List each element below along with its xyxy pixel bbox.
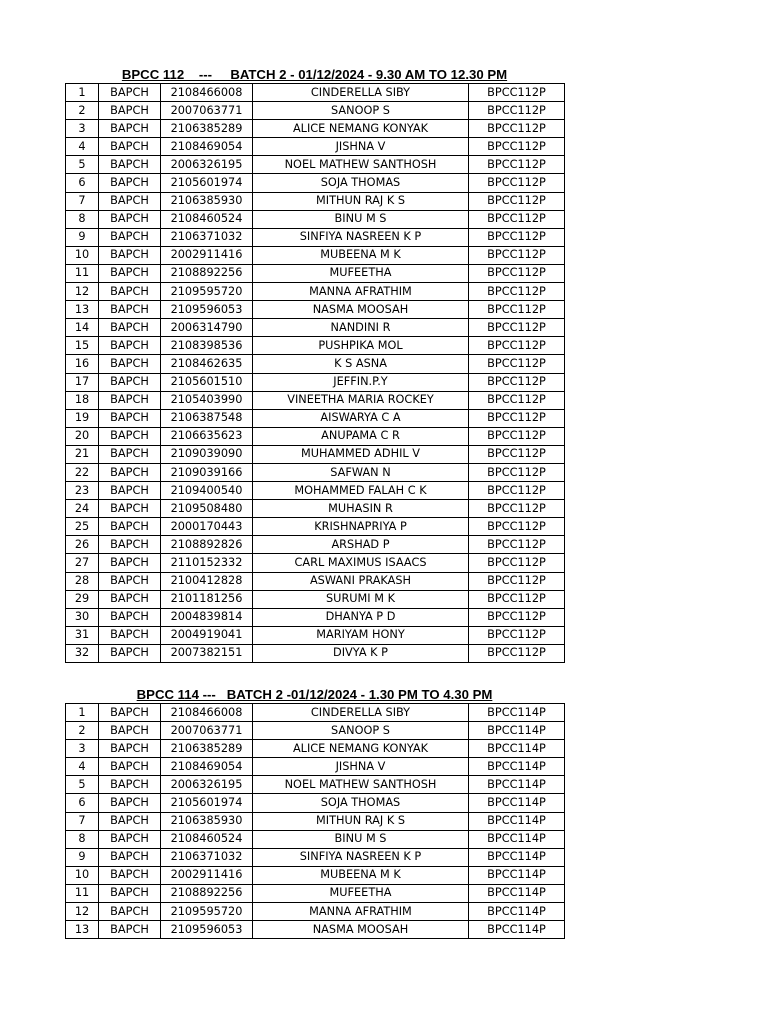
student-name-cell: NOEL MATHEW SANTHOSH [253,156,469,174]
table-row [66,283,565,301]
course-code-cell: BPCC112P [469,391,565,409]
course-code-cell: BPCC112P [469,373,565,391]
student-name-cell: NANDINI R [253,319,469,337]
enrolment-number-cell: 2108460524 [161,830,253,848]
programme-cell: BAPCH [99,500,161,518]
student-name-cell: MUBEENA M K [253,866,469,884]
course-code-cell: BPCC112P [469,608,565,626]
table-row [66,246,565,264]
serial-number-cell: 6 [66,174,99,192]
enrolment-number-cell: 2106385930 [161,812,253,830]
table-row [66,848,565,866]
student-name-cell: K S ASNA [253,355,469,373]
enrolment-number-cell: 2004839814 [161,608,253,626]
table-row [66,427,565,445]
enrolment-number-cell: 2109595720 [161,283,253,301]
student-name-cell: MARIYAM HONY [253,626,469,644]
serial-number-cell: 11 [66,884,99,902]
table-row [66,572,565,590]
table-row [66,794,565,812]
programme-cell: BAPCH [99,866,161,884]
course-code-cell: BPCC112P [469,355,565,373]
programme-cell: BAPCH [99,409,161,427]
course-code-cell: BPCC114P [469,812,565,830]
enrolment-number-cell: 2100412828 [161,572,253,590]
serial-number-cell: 30 [66,608,99,626]
student-name-cell: BINU M S [253,210,469,228]
enrolment-number-cell: 2106635623 [161,427,253,445]
enrolment-number-cell: 2108398536 [161,337,253,355]
student-name-cell: PUSHPIKA MOL [253,337,469,355]
enrolment-number-cell: 2106385930 [161,192,253,210]
enrolment-number-cell: 2002911416 [161,246,253,264]
enrolment-number-cell: 2109596053 [161,301,253,319]
programme-cell: BAPCH [99,427,161,445]
programme-cell: BAPCH [99,156,161,174]
section-title: BPCC 112 --- BATCH 2 - 01/12/2024 - 9.30 AM TO 12.30 PM [121,67,508,82]
serial-number-cell: 29 [66,590,99,608]
serial-number-cell: 9 [66,228,99,246]
serial-number-cell: 12 [66,903,99,921]
student-name-cell: MUFEETHA [253,264,469,282]
serial-number-cell: 16 [66,355,99,373]
enrolment-number-cell: 2002911416 [161,866,253,884]
serial-number-cell: 5 [66,776,99,794]
table-row [66,554,565,572]
programme-cell: BAPCH [99,704,161,722]
table-row [66,500,565,518]
programme-cell: BAPCH [99,264,161,282]
course-code-cell: BPCC112P [469,210,565,228]
table-row [66,301,565,319]
table-row [66,590,565,608]
programme-cell: BAPCH [99,518,161,536]
serial-number-cell: 8 [66,830,99,848]
serial-number-cell: 13 [66,921,99,939]
programme-cell: BAPCH [99,445,161,463]
table-row [66,463,565,481]
table-row [66,722,565,740]
course-code-cell: BPCC112P [469,283,565,301]
table-row [66,409,565,427]
serial-number-cell: 17 [66,373,99,391]
enrolment-number-cell: 2108466008 [161,704,253,722]
serial-number-cell: 19 [66,409,99,427]
student-name-cell: MANNA AFRATHIM [253,903,469,921]
course-code-cell: BPCC112P [469,246,565,264]
student-name-cell: ANUPAMA C R [253,427,469,445]
course-code-cell: BPCC112P [469,427,565,445]
programme-cell: BAPCH [99,572,161,590]
table-row [66,866,565,884]
course-code-cell: BPCC112P [469,445,565,463]
enrolment-number-cell: 2106387548 [161,409,253,427]
programme-cell: BAPCH [99,608,161,626]
enrolment-number-cell: 2108462635 [161,355,253,373]
programme-cell: BAPCH [99,283,161,301]
serial-number-cell: 1 [66,704,99,722]
table-row [66,138,565,156]
serial-number-cell: 26 [66,536,99,554]
student-name-cell: MITHUN RAJ K S [253,192,469,210]
student-name-cell: SAFWAN N [253,463,469,481]
course-code-cell: BPCC112P [469,102,565,120]
table-row [66,776,565,794]
student-name-cell: ALICE NEMANG KONYAK [253,740,469,758]
enrolment-number-cell: 2108469054 [161,758,253,776]
table-row [66,482,565,500]
serial-number-cell: 22 [66,463,99,481]
course-code-cell: BPCC112P [469,228,565,246]
serial-number-cell: 12 [66,283,99,301]
enrolment-number-cell: 2007382151 [161,644,253,662]
student-name-cell: ALICE NEMANG KONYAK [253,120,469,138]
student-name-cell: SOJA THOMAS [253,794,469,812]
enrolment-number-cell: 2109508480 [161,500,253,518]
enrolment-number-cell: 2105601974 [161,174,253,192]
enrolment-number-cell: 2106385289 [161,120,253,138]
programme-cell: BAPCH [99,174,161,192]
table-row [66,391,565,409]
programme-cell: BAPCH [99,301,161,319]
student-name-cell: MUFEETHA [253,884,469,902]
student-name-cell: SURUMI M K [253,590,469,608]
serial-number-cell: 2 [66,102,99,120]
enrolment-number-cell: 2110152332 [161,554,253,572]
table-row [66,192,565,210]
enrolment-number-cell: 2006314790 [161,319,253,337]
enrolment-number-cell: 2109039090 [161,445,253,463]
serial-number-cell: 4 [66,138,99,156]
course-code-cell: BPCC112P [469,518,565,536]
enrolment-number-cell: 2109595720 [161,903,253,921]
enrolment-number-cell: 2007063771 [161,102,253,120]
course-code-cell: BPCC112P [469,572,565,590]
table-row [66,704,565,722]
student-name-cell: BINU M S [253,830,469,848]
programme-cell: BAPCH [99,84,161,102]
serial-number-cell: 1 [66,84,99,102]
enrolment-number-cell: 2105601974 [161,794,253,812]
enrolment-number-cell: 2109400540 [161,482,253,500]
roster-table [65,83,565,663]
serial-number-cell: 7 [66,812,99,830]
programme-cell: BAPCH [99,373,161,391]
programme-cell: BAPCH [99,210,161,228]
programme-cell: BAPCH [99,102,161,120]
enrolment-number-cell: 2004919041 [161,626,253,644]
enrolment-number-cell: 2106385289 [161,740,253,758]
course-code-cell: BPCC112P [469,84,565,102]
student-name-cell: KRISHNAPRIYA P [253,518,469,536]
student-name-cell: NOEL MATHEW SANTHOSH [253,776,469,794]
table-row [66,740,565,758]
course-code-cell: BPCC112P [469,301,565,319]
serial-number-cell: 10 [66,246,99,264]
programme-cell: BAPCH [99,536,161,554]
table-row [66,156,565,174]
enrolment-number-cell: 2108892256 [161,884,253,902]
programme-cell: BAPCH [99,776,161,794]
programme-cell: BAPCH [99,812,161,830]
course-code-cell: BPCC112P [469,463,565,481]
student-name-cell: MITHUN RAJ K S [253,812,469,830]
serial-number-cell: 9 [66,848,99,866]
course-code-cell: BPCC114P [469,830,565,848]
serial-number-cell: 11 [66,264,99,282]
enrolment-number-cell: 2109596053 [161,921,253,939]
serial-number-cell: 10 [66,866,99,884]
course-code-cell: BPCC114P [469,704,565,722]
table-row [66,319,565,337]
course-code-cell: BPCC112P [469,644,565,662]
serial-number-cell: 24 [66,500,99,518]
programme-cell: BAPCH [99,903,161,921]
enrolment-number-cell: 2108460524 [161,210,253,228]
student-name-cell: SANOOP S [253,722,469,740]
programme-cell: BAPCH [99,482,161,500]
enrolment-number-cell: 2101181256 [161,590,253,608]
student-name-cell: ARSHAD P [253,536,469,554]
enrolment-number-cell: 2108469054 [161,138,253,156]
course-code-cell: BPCC114P [469,776,565,794]
course-code-cell: BPCC112P [469,337,565,355]
student-name-cell: DIVYA K P [253,644,469,662]
programme-cell: BAPCH [99,921,161,939]
serial-number-cell: 6 [66,794,99,812]
student-name-cell: SOJA THOMAS [253,174,469,192]
enrolment-number-cell: 2000170443 [161,518,253,536]
programme-cell: BAPCH [99,120,161,138]
student-name-cell: CINDERELLA SIBY [253,704,469,722]
course-code-cell: BPCC112P [469,319,565,337]
course-code-cell: BPCC112P [469,536,565,554]
table-row [66,903,565,921]
programme-cell: BAPCH [99,355,161,373]
serial-number-cell: 8 [66,210,99,228]
programme-cell: BAPCH [99,337,161,355]
serial-number-cell: 13 [66,301,99,319]
programme-cell: BAPCH [99,794,161,812]
enrolment-number-cell: 2108892826 [161,536,253,554]
programme-cell: BAPCH [99,644,161,662]
programme-cell: BAPCH [99,246,161,264]
serial-number-cell: 20 [66,427,99,445]
serial-number-cell: 4 [66,758,99,776]
serial-number-cell: 18 [66,391,99,409]
enrolment-number-cell: 2108466008 [161,84,253,102]
serial-number-cell: 3 [66,740,99,758]
table-row [66,536,565,554]
table-row [66,337,565,355]
serial-number-cell: 23 [66,482,99,500]
programme-cell: BAPCH [99,590,161,608]
table-row [66,626,565,644]
table-row [66,228,565,246]
serial-number-cell: 2 [66,722,99,740]
student-name-cell: CARL MAXIMUS ISAACS [253,554,469,572]
course-code-cell: BPCC114P [469,921,565,939]
course-code-cell: BPCC114P [469,884,565,902]
student-name-cell: SANOOP S [253,102,469,120]
student-name-cell: MOHAMMED FALAH C K [253,482,469,500]
student-name-cell: JISHNA V [253,758,469,776]
section-title: BPCC 114 --- BATCH 2 -01/12/2024 - 1.30 PM TO 4.30 PM [136,687,493,702]
student-name-cell: DHANYA P D [253,608,469,626]
serial-number-cell: 32 [66,644,99,662]
course-code-cell: BPCC114P [469,758,565,776]
course-code-cell: BPCC114P [469,866,565,884]
enrolment-number-cell: 2106371032 [161,848,253,866]
course-code-cell: BPCC112P [469,138,565,156]
table-row [66,830,565,848]
enrolment-number-cell: 2109039166 [161,463,253,481]
table-row [66,921,565,939]
course-code-cell: BPCC112P [469,500,565,518]
roster-table [65,703,565,939]
table-row [66,758,565,776]
student-name-cell: CINDERELLA SIBY [253,84,469,102]
serial-number-cell: 7 [66,192,99,210]
enrolment-number-cell: 2106371032 [161,228,253,246]
table-row [66,120,565,138]
programme-cell: BAPCH [99,830,161,848]
course-code-cell: BPCC114P [469,848,565,866]
programme-cell: BAPCH [99,740,161,758]
student-name-cell: SINFIYA NASREEN K P [253,228,469,246]
course-code-cell: BPCC112P [469,482,565,500]
table-row [66,84,565,102]
enrolment-number-cell: 2007063771 [161,722,253,740]
serial-number-cell: 21 [66,445,99,463]
course-code-cell: BPCC112P [469,120,565,138]
student-name-cell: MANNA AFRATHIM [253,283,469,301]
programme-cell: BAPCH [99,848,161,866]
course-code-cell: BPCC112P [469,264,565,282]
table-row [66,608,565,626]
course-code-cell: BPCC112P [469,409,565,427]
student-name-cell: NASMA MOOSAH [253,301,469,319]
table-row [66,884,565,902]
student-name-cell: VINEETHA MARIA ROCKEY [253,391,469,409]
enrolment-number-cell: 2105403990 [161,391,253,409]
table-row [66,174,565,192]
student-name-cell: MUBEENA M K [253,246,469,264]
table-row [66,355,565,373]
course-code-cell: BPCC114P [469,794,565,812]
serial-number-cell: 5 [66,156,99,174]
serial-number-cell: 3 [66,120,99,138]
course-code-cell: BPCC114P [469,740,565,758]
enrolment-number-cell: 2006326195 [161,156,253,174]
table-row [66,264,565,282]
programme-cell: BAPCH [99,722,161,740]
serial-number-cell: 14 [66,319,99,337]
enrolment-number-cell: 2108892256 [161,264,253,282]
student-name-cell: ASWANI PRAKASH [253,572,469,590]
programme-cell: BAPCH [99,463,161,481]
programme-cell: BAPCH [99,554,161,572]
programme-cell: BAPCH [99,758,161,776]
course-code-cell: BPCC114P [469,722,565,740]
programme-cell: BAPCH [99,391,161,409]
student-name-cell: MUHAMMED ADHIL V [253,445,469,463]
student-name-cell: JISHNA V [253,138,469,156]
student-name-cell: JEFFIN.P.Y [253,373,469,391]
course-code-cell: BPCC112P [469,192,565,210]
student-name-cell: SINFIYA NASREEN K P [253,848,469,866]
table-row [66,210,565,228]
course-code-cell: BPCC112P [469,590,565,608]
programme-cell: BAPCH [99,319,161,337]
enrolment-number-cell: 2006326195 [161,776,253,794]
serial-number-cell: 25 [66,518,99,536]
student-name-cell: MUHASIN R [253,500,469,518]
course-code-cell: BPCC114P [469,903,565,921]
table-row [66,102,565,120]
course-code-cell: BPCC112P [469,554,565,572]
table-row [66,445,565,463]
programme-cell: BAPCH [99,228,161,246]
student-name-cell: NASMA MOOSAH [253,921,469,939]
table-row [66,518,565,536]
programme-cell: BAPCH [99,884,161,902]
course-code-cell: BPCC112P [469,156,565,174]
student-name-cell: AISWARYA C A [253,409,469,427]
table-row [66,644,565,662]
serial-number-cell: 15 [66,337,99,355]
serial-number-cell: 28 [66,572,99,590]
serial-number-cell: 27 [66,554,99,572]
table-row [66,373,565,391]
programme-cell: BAPCH [99,192,161,210]
table-row [66,812,565,830]
programme-cell: BAPCH [99,626,161,644]
course-code-cell: BPCC112P [469,174,565,192]
enrolment-number-cell: 2105601510 [161,373,253,391]
course-code-cell: BPCC112P [469,626,565,644]
serial-number-cell: 31 [66,626,99,644]
programme-cell: BAPCH [99,138,161,156]
